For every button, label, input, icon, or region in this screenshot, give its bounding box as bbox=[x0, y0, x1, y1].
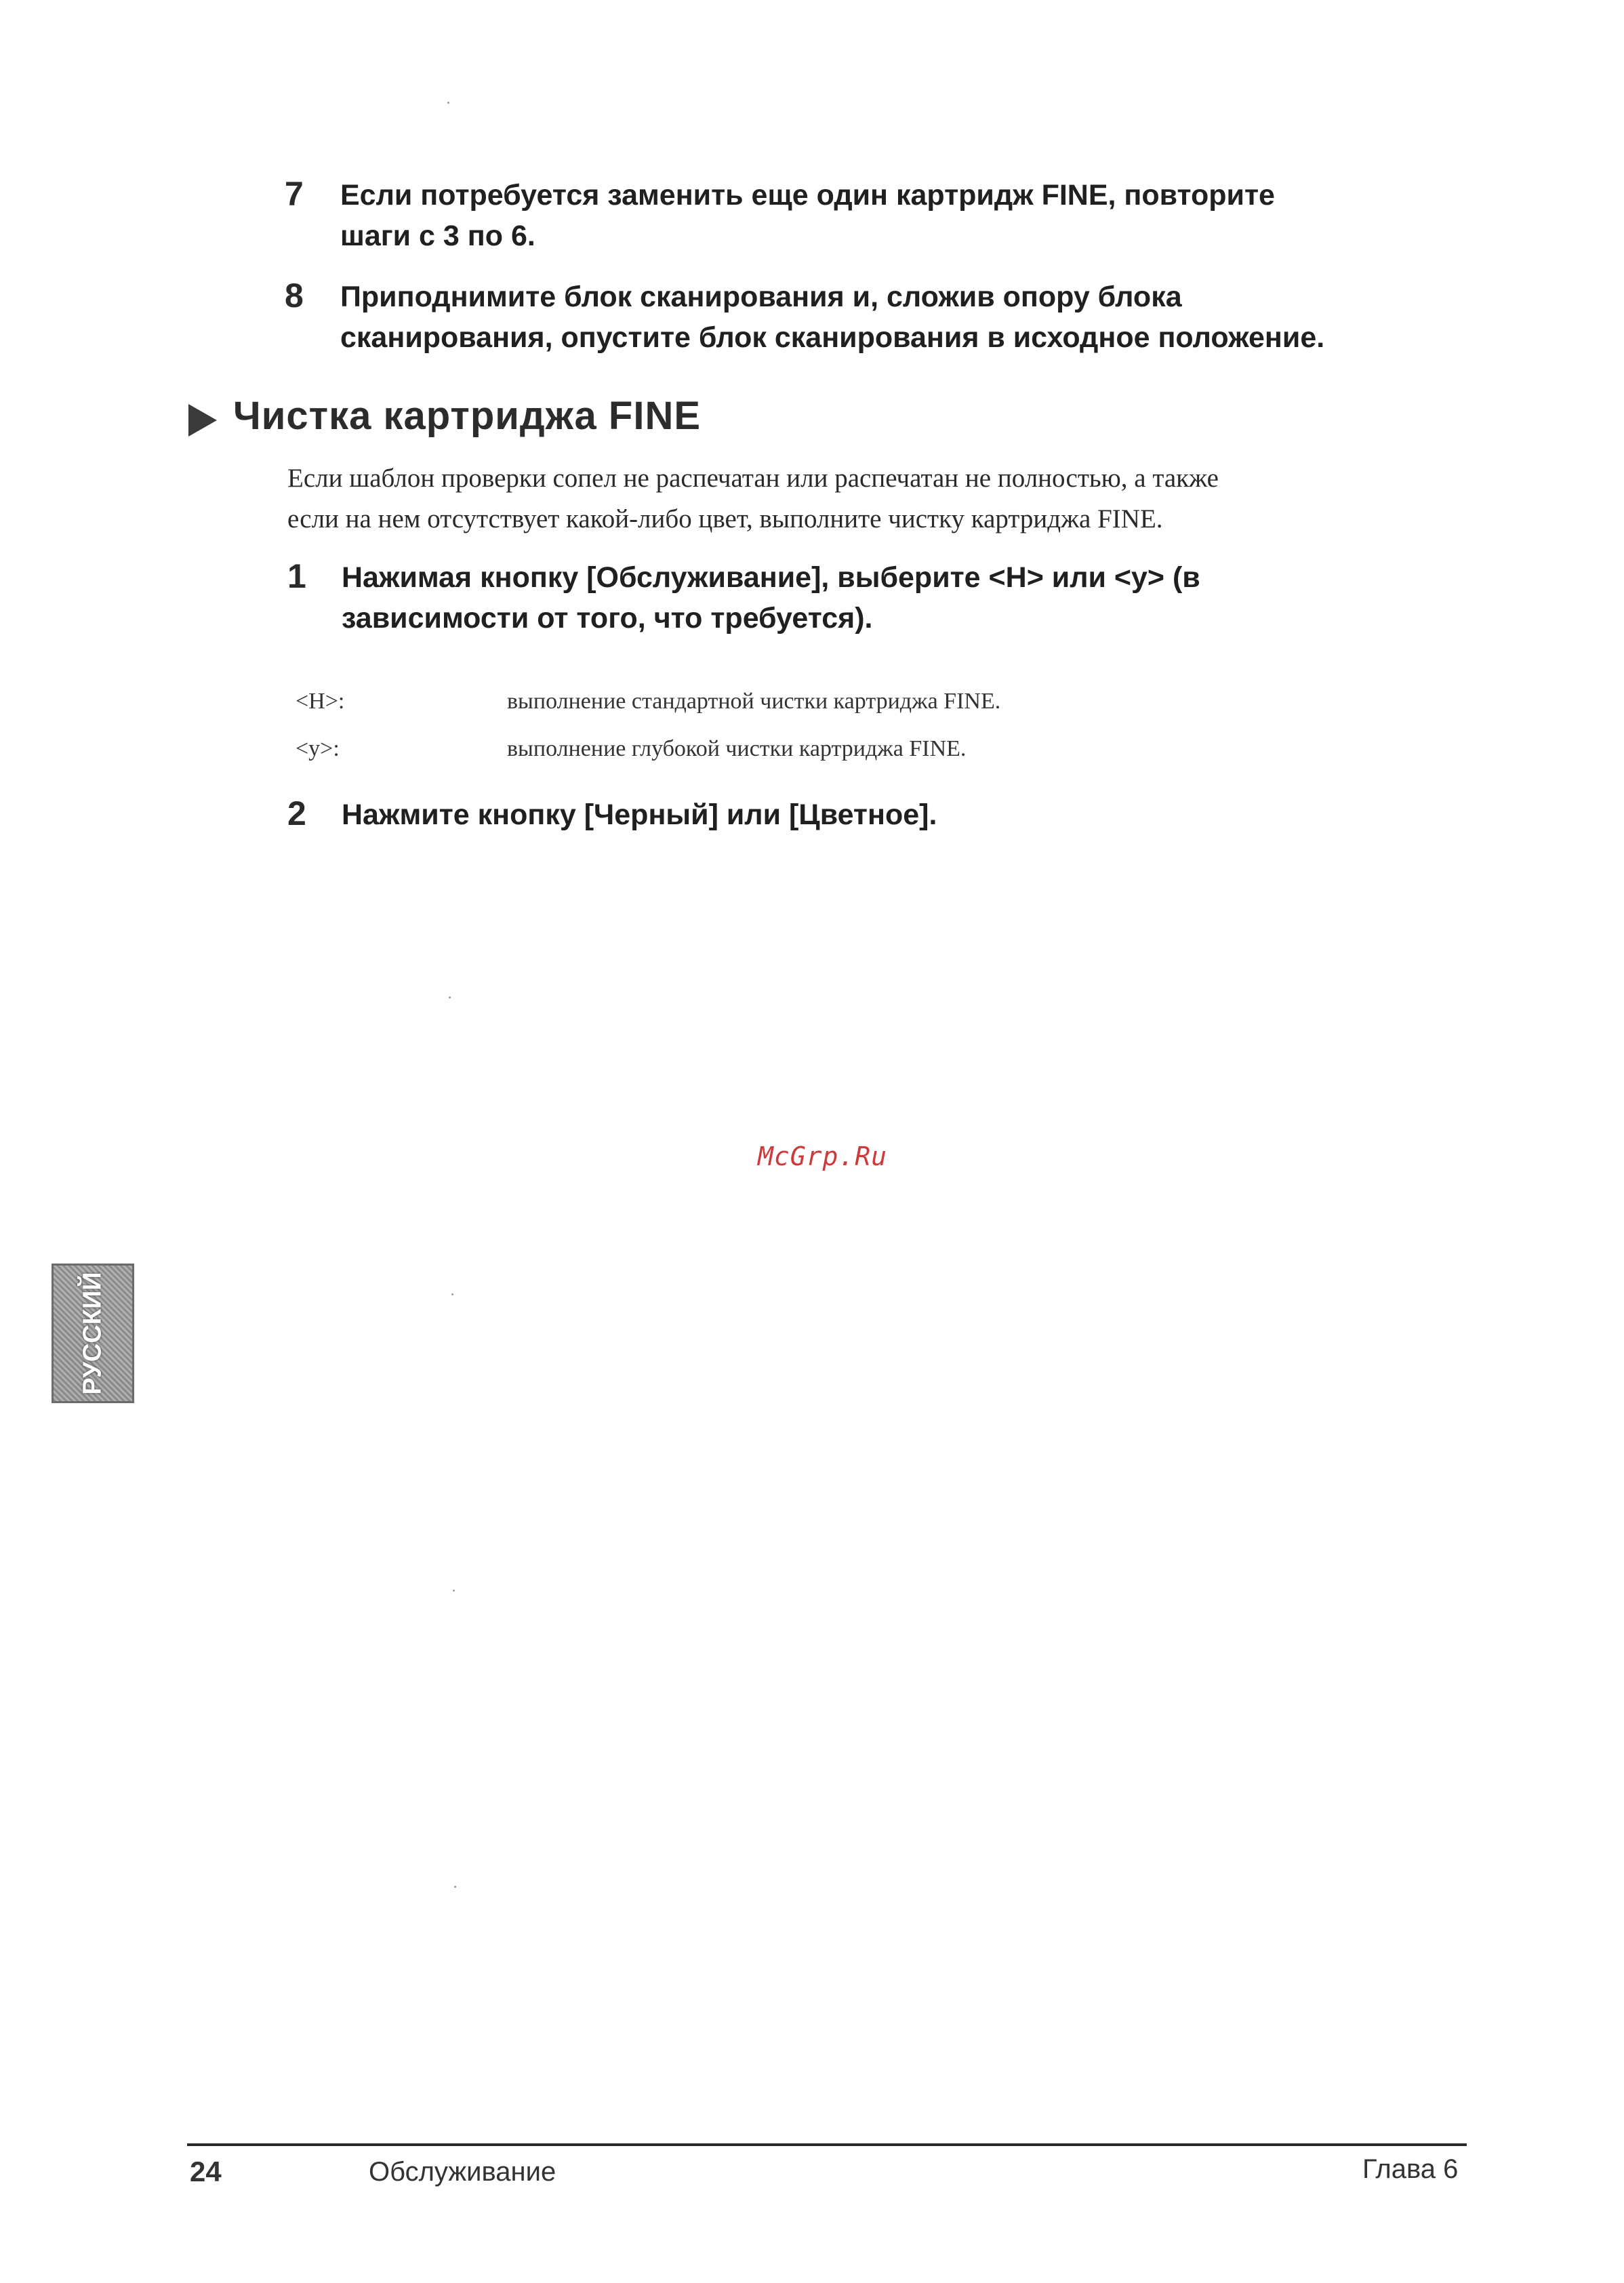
step-text: Нажмите кнопку [Черный] или [Цветное]. bbox=[342, 799, 937, 831]
watermark: McGrp.Ru bbox=[758, 1142, 888, 1171]
scan-dot bbox=[447, 102, 449, 104]
step-number: 2 bbox=[287, 794, 306, 832]
footer-chapter-label: Глава 6 bbox=[1362, 2154, 1459, 2184]
scan-dot bbox=[454, 1886, 456, 1888]
step-text-line: зависимости от того, что требуется). bbox=[342, 602, 873, 634]
option-key: <y>: bbox=[296, 736, 340, 761]
step-text-line: Нажимая кнопку [Обслуживание], выберите <H> или <y> (в bbox=[342, 561, 1200, 594]
scan-dot bbox=[449, 996, 451, 998]
step-number: 7 bbox=[285, 175, 304, 213]
step-text-line: Если потребуется заменить еще один картридж FINE, повторите bbox=[340, 179, 1275, 211]
intro-paragraph-line: если на нем отсутствует какой-либо цвет, выполните чистку картриджа FINE. bbox=[287, 504, 1163, 533]
option-key: <H>: bbox=[296, 689, 345, 714]
page-number: 24 bbox=[190, 2156, 222, 2187]
scan-dot bbox=[451, 1293, 453, 1295]
footer-chapter-title: Обслуживание bbox=[369, 2157, 556, 2187]
language-side-tab bbox=[52, 1264, 134, 1403]
step-text-line: шаги с 3 по 6. bbox=[340, 220, 535, 252]
option-description: выполнение глубокой чистки картриджа FINE. bbox=[507, 736, 967, 761]
section-triangle-icon bbox=[186, 401, 220, 439]
step-text-line: Приподнимите блок сканирования и, сложив опору блока bbox=[340, 281, 1182, 313]
step-number: 8 bbox=[285, 277, 304, 315]
step-number: 1 bbox=[287, 557, 306, 595]
scan-dot bbox=[453, 1590, 455, 1592]
intro-paragraph-line: Если шаблон проверки сопел не распечатан или распечатан не полностью, а также bbox=[287, 464, 1219, 493]
section-title: Чистка картриджа FINE bbox=[233, 394, 702, 438]
language-tab-label: РУССКИЙ bbox=[78, 1272, 107, 1395]
footer-rule bbox=[187, 2143, 1467, 2146]
option-description: выполнение стандартной чистки картриджа FINE. bbox=[507, 689, 1001, 714]
step-text-line: сканирования, опустите блок сканирования в исходное положение. bbox=[340, 321, 1325, 354]
